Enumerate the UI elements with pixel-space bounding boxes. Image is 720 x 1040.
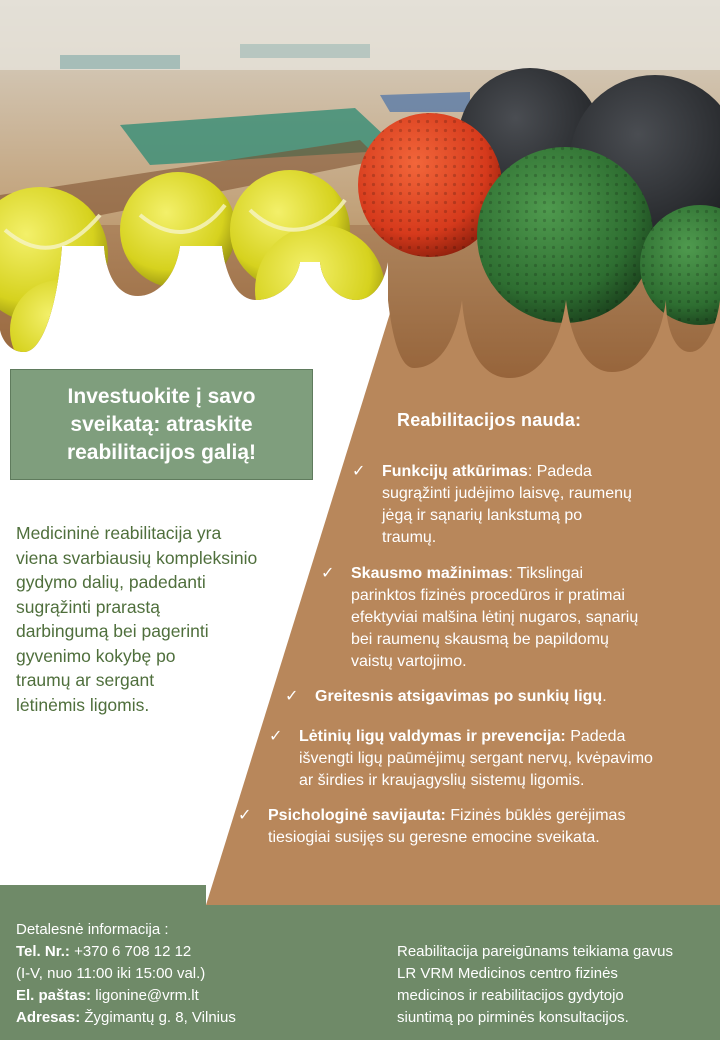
phone-value[interactable]: +370 6 708 12 12: [69, 943, 192, 960]
benefit-text: parinktos fizinės procedūros ir pratimai: [351, 587, 625, 604]
benefit-item-function: [352, 461, 632, 549]
benefit-text: traumų.: [382, 529, 437, 546]
headline-line: reabilitacijos galią!: [66, 440, 257, 464]
intro-line: gydymo dalių, padedanti: [16, 572, 206, 592]
check-icon: ✓: [238, 807, 252, 824]
benefit-text: Fizinės būklės gerėjimas: [445, 807, 626, 824]
intro-line: lėtinėmis ligomis.: [16, 694, 150, 715]
email-value[interactable]: ligonine@vrm.lt: [91, 987, 199, 1004]
referral-line: Reabilitacija pareigūnams teikiama gavus: [397, 943, 673, 960]
check-icon: ✓: [269, 728, 283, 745]
headline-box: [10, 369, 313, 480]
benefit-text: Padeda: [565, 728, 626, 745]
intro-line: sugrąžinti prarastą: [16, 596, 160, 617]
intro-line: viena svarbiausių kompleksinio: [16, 547, 258, 568]
benefit-text: išvengti ligų paūmėjimų sergant nervų, kvėpavimo: [299, 750, 653, 767]
benefit-item-chronic: [269, 726, 653, 792]
check-icon: ✓: [321, 565, 335, 582]
benefit-text: vaistų vartojimo.: [351, 653, 467, 670]
check-icon: ✓: [285, 688, 299, 705]
headline: [67, 383, 256, 467]
benefit-title: Psichologinė savijauta:: [268, 807, 446, 824]
intro-line: Medicininė reabilitacija yra: [16, 523, 222, 543]
headline-line: Investuokite į savo: [67, 384, 256, 408]
intro-paragraph: [16, 521, 299, 717]
address-value: Žygimantų g. 8, Vilnius: [80, 1009, 236, 1026]
contact-info: [16, 919, 236, 1029]
phone-line: [16, 941, 236, 963]
email-label: El. paštas:: [16, 987, 92, 1004]
benefit-item-recovery: [285, 686, 607, 708]
intro-line: gyvenimo kokybę po: [16, 645, 176, 666]
address-line: [16, 1007, 236, 1029]
benefit-item-pain: [321, 563, 639, 673]
referral-line: medicinos ir reabilitacijos gydytojo: [397, 987, 624, 1004]
benefit-title: Skausmo mažinimas: [351, 565, 509, 582]
benefit-text: tiesiogiai susijęs su geresne emocine sveikata.: [268, 829, 600, 846]
referral-line: siuntimą po pirminės konsultacijos.: [397, 1009, 629, 1026]
intro-line: darbingumą bei pagerinti: [16, 621, 209, 641]
benefit-title: Greitesnis atsigavimas po sunkių ligų: [315, 688, 603, 705]
headline-line: sveikatą: atraskite: [70, 412, 253, 436]
benefit-text: : Padeda: [527, 463, 592, 480]
benefits-title: Reabilitacijos nauda:: [397, 410, 582, 430]
contact-heading: Detalesnė informacija :: [16, 921, 169, 938]
phone-label: Tel. Nr.:: [16, 943, 70, 960]
benefit-title: Lėtinių ligų valdymas ir prevencija:: [299, 728, 566, 745]
referral-line: LR VRM Medicinos centro fizinės: [397, 965, 618, 982]
benefit-text: : Tikslingai: [508, 565, 584, 582]
intro-line: traumų ar sergant: [16, 670, 155, 690]
benefit-text: efektyviai malšina lėtinį nugaros, sąnarių: [351, 609, 639, 626]
benefit-title: Funkcijų atkūrimas: [382, 463, 528, 480]
referral-note: [397, 941, 673, 1029]
benefit-text: sugrąžinti judėjimo laisvę, raumenų: [382, 485, 632, 502]
rehab-balls-photo: [0, 0, 720, 385]
benefit-text: .: [602, 688, 607, 705]
benefit-text: jėgą ir sąnarių lankstumą po: [382, 507, 583, 524]
check-icon: ✓: [352, 463, 366, 480]
office-hours: (I-V, nuo 11:00 iki 15:00 val.): [16, 965, 206, 982]
benefit-text: ar širdies ir kraujagyslių sistemų ligomis.: [299, 772, 585, 789]
email-line: [16, 985, 236, 1007]
benefit-item-psychological: [238, 805, 626, 849]
address-label: Adresas:: [16, 1009, 81, 1026]
benefit-text: bei raumenų skausmą be papildomų: [351, 631, 609, 648]
